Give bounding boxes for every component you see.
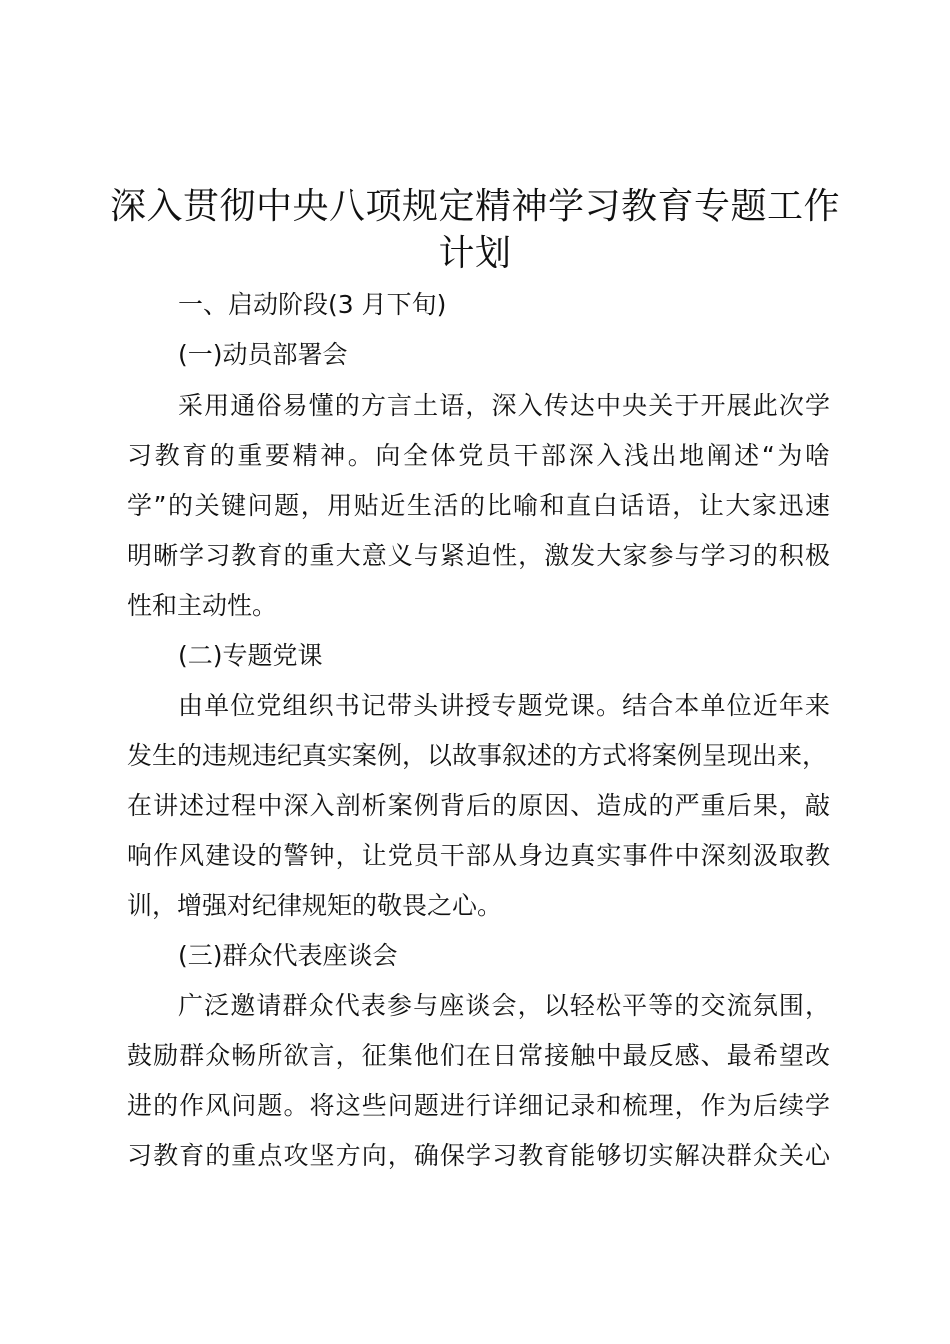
paragraph-line: 学”的关键问题，用贴近生活的比喻和直白话语，让大家迅速 xyxy=(127,491,830,520)
paragraph-line: 广泛邀请群众代表参与座谈会，以轻松平等的交流氛围， xyxy=(178,991,830,1020)
section-heading-forum: (三)群众代表座谈会 xyxy=(178,941,398,970)
section-heading-party-lecture: (二)专题党课 xyxy=(178,641,323,670)
section-heading-mobilization: (一)动员部署会 xyxy=(178,340,348,369)
section-heading-stage-1: 一、启动阶段(3 月下旬) xyxy=(178,290,447,319)
paragraph-line: 发生的违规违纪真实案例，以故事叙述的方式将案例呈现出来， xyxy=(127,741,828,770)
document-title-line-2: 计划 xyxy=(438,233,512,274)
paragraph-line: 采用通俗易懂的方言土语，深入传达中央关于开展此次学 xyxy=(178,391,830,420)
paragraph-line: 训，增强对纪律规矩的敬畏之心。 xyxy=(127,891,503,920)
paragraph-line: 性和主动性。 xyxy=(127,591,278,620)
paragraph-line: 响作风建设的警钟，让党员干部从身边真实事件中深刻汲取教 xyxy=(127,841,830,870)
paragraph-line: 在讲述过程中深入剖析案例背后的原因、造成的严重后果，敲 xyxy=(127,791,830,820)
paragraph-line: 明晰学习教育的重大意义与紧迫性，激发大家参与学习的积极 xyxy=(127,541,830,570)
paragraph-line: 习教育的重要精神。向全体党员干部深入浅出地阐述“为啥 xyxy=(127,441,830,470)
paragraph-line: 进的作风问题。将这些问题进行详细记录和梳理，作为后续学 xyxy=(127,1091,830,1120)
paragraph-line: 鼓励群众畅所欲言，征集他们在日常接触中最反感、最希望改 xyxy=(127,1041,830,1070)
document-title-line-1: 深入贯彻中央八项规定精神学习教育专题工作 xyxy=(109,186,840,227)
paragraph-line: 习教育的重点攻坚方向，确保学习教育能够切实解决群众关心 xyxy=(127,1141,830,1170)
paragraph-line: 由单位党组织书记带头讲授专题党课。结合本单位近年来 xyxy=(178,691,830,720)
